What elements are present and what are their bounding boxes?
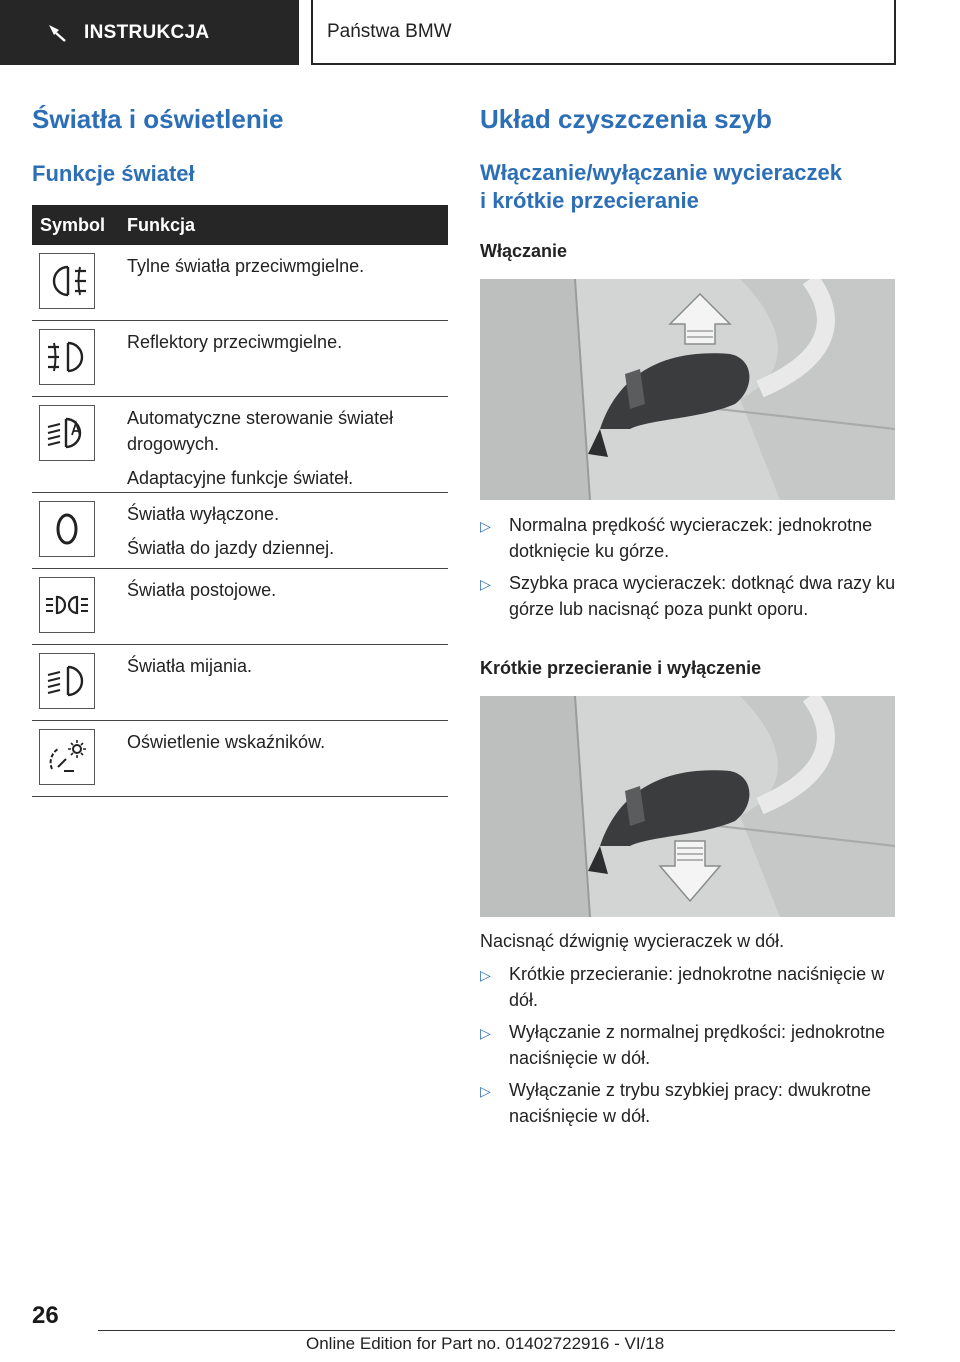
function-text: Światła wyłączone. [127,504,280,524]
light-functions-table [32,205,448,797]
col-function: Funkcja [127,214,196,235]
bullet-text: Normalna prędkość wycieraczek: jednokrotne dotknięcie ku górze. [509,515,873,561]
bullet-triangle-icon: ▷ [480,1025,491,1041]
list-item [480,1019,896,1071]
rear-fog-light-icon [39,253,95,309]
list-item [480,512,896,564]
function-text: Reflektory przeciwmgielne. [127,332,343,352]
wipe-heading: Krótkie przecieranie i wyłączenie [480,658,762,678]
function-text: Automatyczne sterowanie świateł drogowych. [127,408,394,454]
bullet-triangle-icon: ▷ [480,1083,491,1099]
lights-title: Światła i oświetlenie [32,104,284,134]
lights-subtitle: Funkcje świateł [32,161,195,186]
function-text: Światła postojowe. [127,580,277,600]
footer-divider [98,1330,895,1331]
page-number: 26 [32,1302,59,1329]
wipe-intro: Nacisnąć dźwignię wycieraczek w dół. [480,931,785,951]
wiper-subtitle-line1: Włączanie/wyłączanie wycieraczek [480,160,842,185]
bullet-triangle-icon: ▷ [480,967,491,983]
wiper-stalk-up-image [480,279,895,500]
bullet-triangle-icon: ▷ [480,576,491,592]
header-section-label: INSTRUKCJA [84,21,210,43]
bullet-text: Krótkie przecieranie: jednokrotne naciśnięcie w dół. [509,964,885,1010]
wiper-subtitle-line2: i krótkie przecieranie [480,188,699,213]
footer-edition: Online Edition for Part no. 01402722916 - VI/18 [306,1334,665,1353]
wiper-subtitle [480,159,842,215]
list-item [480,961,896,1013]
wiper-title: Układ czyszczenia szyb [480,104,772,134]
table-row [32,321,448,397]
auto-headlight-icon [39,405,95,461]
bmw-star-icon [46,22,68,44]
parking-lights-icon [39,577,95,633]
instrument-lighting-icon [39,729,95,785]
table-row [32,397,448,493]
bullet-text: Wyłączanie z trybu szybkiej pracy: dwukrotne naciśnięcie w dół. [509,1080,871,1126]
function-text: Adaptacyjne funkcje świateł. [127,468,354,488]
col-symbol: Symbol [40,214,106,235]
low-beam-icon [39,653,95,709]
list-item [480,1077,896,1129]
table-row [32,569,448,645]
header-subtitle: Państwa BMW [327,20,452,42]
function-text: Światła do jazdy dziennej. [127,538,335,558]
function-text: Tylne światła przeciwmgielne. [127,256,365,276]
table-row [32,245,448,321]
on-heading: Włączanie [480,241,568,261]
on-bullets [480,512,896,628]
bullet-text: Wyłączanie z normalnej prędkości: jednokrotne naciśnięcie w dół. [509,1022,886,1068]
table-row [32,645,448,721]
lights-off-zero-icon [39,501,95,557]
wiper-stalk-down-image [480,696,895,917]
header-section-tab[interactable] [0,0,299,65]
function-text: Światła mijania. [127,656,253,676]
table-row [32,493,448,569]
function-text: Oświetlenie wskaźników. [127,732,326,752]
table-row [32,721,448,797]
bullet-triangle-icon: ▷ [480,518,491,534]
front-fog-light-icon [39,329,95,385]
wipe-bullets [480,961,896,1135]
header-subtitle-box [311,0,896,65]
list-item [480,570,896,622]
table-header [32,205,448,245]
bullet-text: Szybka praca wycieraczek: dotknąć dwa razy ku górze lub nacisnąć poza punkt oporu. [509,573,896,619]
